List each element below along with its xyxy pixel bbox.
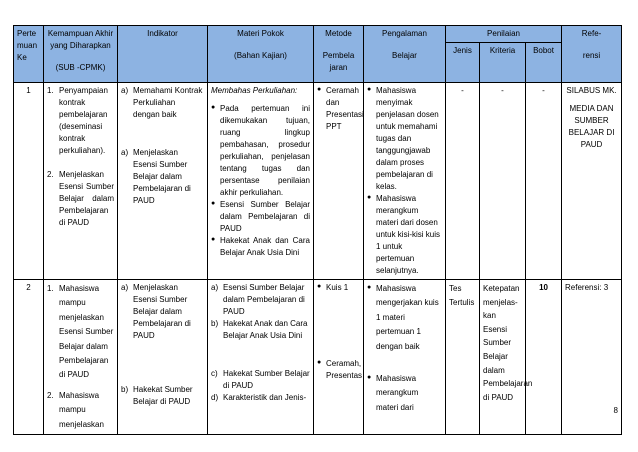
list-item: 2. Mahasiswa mampu menjelaskan bbox=[47, 390, 104, 429]
row2-number: 2 bbox=[14, 280, 44, 435]
row1-jenis: - bbox=[446, 83, 480, 280]
header-kemampuan: Kemampuan Akhir yang Diharapkan (SUB -CPMK) bbox=[44, 26, 118, 83]
row2-indikator bbox=[118, 280, 208, 435]
row2-metode bbox=[314, 280, 364, 435]
list-item: a) Esensi Sumber Belajar dalam Pembelajaran di PAUD bbox=[211, 283, 305, 316]
header-jenis: Jenis bbox=[446, 43, 480, 83]
list-item: ● Hakekat Anak dan Cara Belajar Anak Usia Dini bbox=[211, 236, 310, 257]
list-item: ● Mahasiswa mengerjakan kuis 1 materi pertemuan 1 dengan baik bbox=[367, 284, 439, 351]
list-item: d) Karakteristik dan Jenis- bbox=[211, 393, 307, 402]
table-header-row bbox=[14, 26, 622, 43]
table-row bbox=[14, 83, 622, 280]
row1-pengalaman bbox=[364, 83, 446, 280]
list-item: ● Kuis 1 bbox=[317, 283, 349, 292]
header-kriteria: Kriteria bbox=[480, 43, 526, 83]
list-item: ● Pada pertemuan ini dikemukakan tujuan, ruang lingkup pembahasan, prosedur perkuliahan, penjelasan tentang tugas dan persentase penilaian akhir perkuliahan. bbox=[211, 104, 310, 197]
row2-kriteria: Ketepatan menjelas-kan Esensi Sumber Belajar dalam Pembelajaran di PAUD bbox=[480, 280, 526, 435]
row2-bobot: 10 bbox=[526, 280, 562, 435]
list-item: c) Hakekat Sumber Belajar di PAUD bbox=[211, 369, 310, 390]
row1-number: 1 bbox=[14, 83, 44, 280]
row2-referensi: Referensi: 3 bbox=[562, 280, 622, 435]
list-item: a) Memahami Kontrak Perkuliahan dengan baik bbox=[121, 86, 203, 119]
list-item: b) Hakekat Sumber Belajar di PAUD bbox=[121, 385, 193, 406]
row1-metode bbox=[314, 83, 364, 280]
row1-referensi: SILABUS MK. MEDIA DAN SUMBER BELAJAR DI PAUD bbox=[562, 83, 622, 280]
list-item: ● Esensi Sumber Belajar dalam Pembelajaran di PAUD bbox=[211, 200, 310, 233]
header-referensi: Refe- rensi bbox=[562, 26, 622, 83]
header-pertemuan: Perte muan Ke bbox=[14, 26, 44, 83]
header-pengalaman: Pengalaman Belajar bbox=[364, 26, 446, 83]
rps-table bbox=[13, 25, 622, 435]
list-item: ● Ceramah, Presentas bbox=[317, 359, 363, 380]
row2-pengalaman bbox=[364, 280, 446, 435]
header-bobot: Bobot bbox=[526, 43, 562, 83]
header-indikator: Indikator bbox=[118, 26, 208, 83]
list-item: ● Mahasiswa merangkum materi dari bbox=[367, 373, 419, 412]
row1-indikator bbox=[118, 83, 208, 280]
header-metode: Metode Pembela jaran bbox=[314, 26, 364, 83]
materi-title: Membahas Perkuliahan: bbox=[211, 86, 298, 95]
table-row bbox=[14, 280, 622, 435]
row1-kriteria: - bbox=[480, 83, 526, 280]
row1-kemampuan bbox=[44, 83, 118, 280]
list-item: 2. Menjelaskan Esensi Sumber Belajar dalam Pembelajaran di PAUD bbox=[47, 170, 114, 227]
row2-kemampuan bbox=[44, 280, 118, 435]
row1-materi bbox=[208, 83, 314, 280]
list-item: ● Mahasiswa menyimak penjelasan dosen untuk memahami tugas dan tanggungjawab dalam proses pembelajaran di kelas. bbox=[367, 86, 439, 191]
header-penilaian: Penilaian bbox=[446, 26, 562, 43]
list-item: b) Hakekat Anak dan Cara Belajar Anak Usia Dini bbox=[211, 319, 308, 340]
page-number: 8 bbox=[613, 406, 618, 415]
list-item: ● Mahasiswa merangkum materi dari dosen untuk kisi-kisi kuis 1 untuk pertemuan selanjutnya. bbox=[367, 194, 441, 275]
list-item: 1. Penyampaian kontrak pembelajaran (deseminasi kontrak perkuliahan). bbox=[47, 86, 108, 155]
row1-bobot: - bbox=[526, 83, 562, 280]
row2-jenis: Tes Tertulis bbox=[446, 280, 480, 435]
row2-materi bbox=[208, 280, 314, 435]
header-materi: Materi Pokok (Bahan Kajian) bbox=[208, 26, 314, 83]
list-item: ● Ceramah dan Presentasi PPT bbox=[317, 86, 364, 131]
list-item: a) Menjelaskan Esensi Sumber Belajar dalam Pembelajaran di PAUD bbox=[121, 283, 191, 340]
list-item: 1. Mahasiswa mampu menjelaskan Esensi Sumber Belajar dalam Pembelajaran di PAUD bbox=[47, 284, 114, 380]
list-item: a) Menjelaskan Esensi Sumber Belajar dalam Pembelajaran di PAUD bbox=[121, 148, 191, 205]
